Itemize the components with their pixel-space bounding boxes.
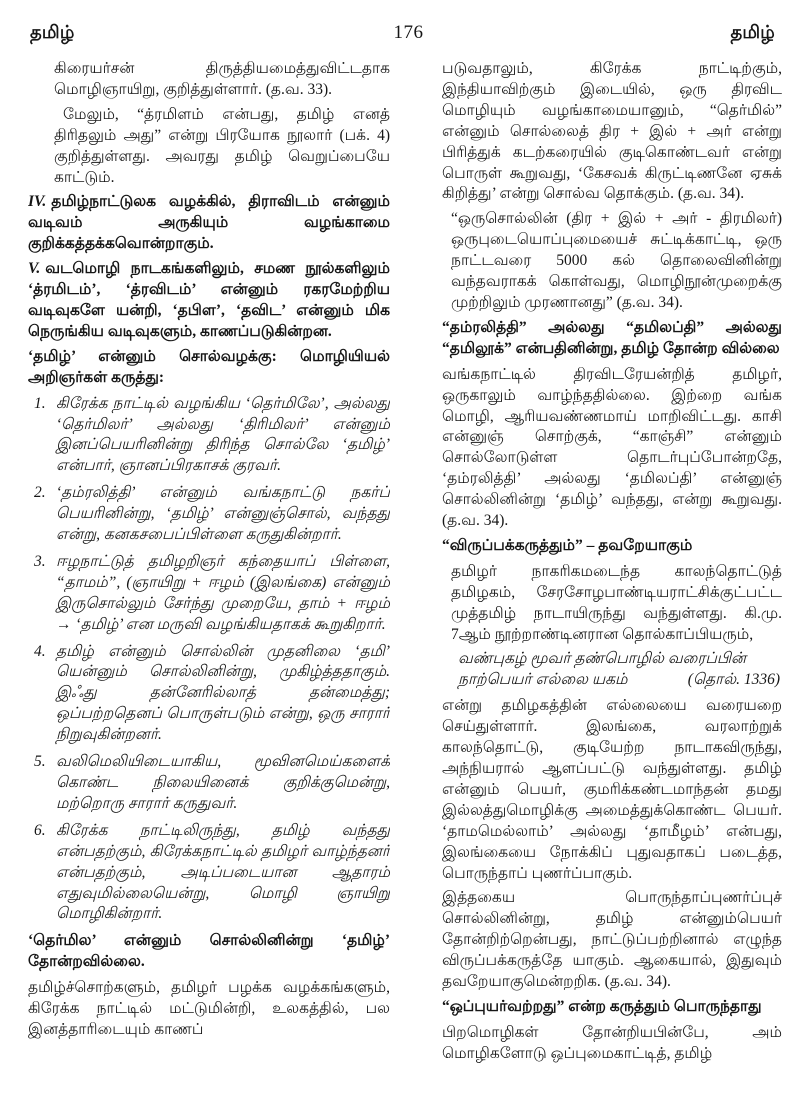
paragraph: தமிழ்ச்சொற்களும், தமிழர் பழக்க வழக்கங்களும், கிரேக்க நாட்டில் மட்டுமின்றி, உலகத்தில், பல இனத்தாரிடையும் காணப் <box>28 979 390 1038</box>
paragraph: மேலும், “த்ரமிளம் என்பது, தமிழ் எனத் திரிதலும் அது” என்று பிரயோக நூலார் (பக். 4) குறித்துள்ளது. அவரது தமிழ் வெறுப்பையே காட்டும். <box>54 105 390 186</box>
paragraph-text: வடமொழி நாடகங்களிலும், சமண நூல்களிலும் ‘த்ரமிடம்’, ‘த்ரவிடம்’ என்னும் ரகரமேற்றிய வடிவுகளே யன்றி, ‘தபிள’, ‘தவிட’ என்னும் மிக நெருங்கிய வடிவுகளும், காணப்படுகின்றன. <box>28 260 390 340</box>
page-number: 176 <box>393 22 424 43</box>
list-item <box>28 752 390 815</box>
paragraph-text: தமிழ்நாட்டுலக வழக்கில், திராவிடம் என்னும் வடிவம் அருகியும் வழங்காமை குறிக்கத்தக்கவொன்றாகும். <box>28 193 390 253</box>
verse-line: நாற்பெயர் எல்லை யகம் <box>458 671 628 689</box>
header-left-title: தமிழ் <box>30 22 75 42</box>
roman-numbered-paragraph <box>28 259 390 343</box>
section-heading: “விருப்பக்கருத்தும்” – தவறேயாகும் <box>442 536 693 554</box>
paragraph: இத்தகைய பொருந்தாப்புணர்ப்புச் சொல்லினின்று, தமிழ் என்னும்பெயர் தோன்றிற்றென்பது, நாட்டுப்பற்றினால் எழுந்த விருப்பக்கருத்தே யாகும். ஆகையால், இதுவும் தவறேயாகுமென்றறிக. (த.வ. 34). <box>442 889 782 991</box>
roman-numeral: V. <box>28 260 41 278</box>
list-item-text: கிரேக்க நாட்டில் வழங்கிய ‘தெர்மிலே’, அல்லது ‘தெர்மிலர்’ அல்லது ‘திரிமிலர்’ என்னும் இனப்பெயரினின்று திரிந்த சொல்லே ‘தமிழ்’ என்பார், ஞானப்பிரகாசக் குரவர். <box>56 394 390 475</box>
section-heading: “ஒப்புயர்வற்றது” என்ற கருத்தும் பொருந்தாது <box>442 997 762 1015</box>
list-item-text: வலிமெலியிடையாகிய, மூவினமெய்களைக் கொண்ட நிலையினைக் குறிக்குமென்று, மற்றொரு சாரார் கருதுவர். <box>56 753 390 812</box>
list-item <box>28 552 390 636</box>
paragraph: வங்கநாட்டில் திரவிடரேயன்றித் தமிழர், ஒருகாலும் வாழ்ந்ததில்லை. இற்றை வங்க மொழி, ஆரியவண்ணமாய் மாறிவிட்டது. காசி என்னுஞ் சொற்குக், “காஞ்சி” என்னும் சொல்லோடுள்ள தொடர்புப்போன்றதே, ‘தம்ரலித்தி’ அல்லது ‘தமிலப்தி’ என்னுஞ் சொல்லினின்று ‘தமிழ்’ வந்தது, என்று கூறுவது. (த.வ. 34). <box>442 365 782 530</box>
list-item-text: கிரேக்க நாட்டிலிருந்து, தமிழ் வந்தது என்பதற்கும், கிரேக்கநாட்டில் தமிழர் வாழ்ந்தனர் என்பதற்கும், அடிப்படையான ஆதாரம் எதுவுமில்லையென்று, மொழி ஞாயிறு மொழிகின்றார். <box>56 821 390 923</box>
text-columns <box>0 45 800 1069</box>
running-head <box>0 0 800 45</box>
paragraph: “ஒருசொல்லின் (திர + இல் + அர் - திரமிலர்) ஒருபுடையொப்புமையைச் சுட்டிக்காட்டி, ஒரு நாட்டவரை 5000 கல் தொலைவினின்று வந்தவராகக் கொள்வது, மொழிநூன்முறைக்கு முற்றிலும் முரணானது” (த.வ. 34). <box>451 210 782 311</box>
list-item <box>28 394 390 478</box>
verse-quote <box>458 649 782 691</box>
right-column <box>442 59 782 1069</box>
verse-citation: (தொல். 1336) <box>687 671 780 689</box>
paragraph: என்று தமிழகத்தின் எல்லையை வரையறை செய்துள்ளார். இலங்கை, வரலாற்றுக் காலந்தொட்டு, குடியேற்ற நாடாகவிருந்து, அந்நியரால் ஆளப்பட்டு வந்துள்ளது. தமிழ் என்னும் பெயர், குமரிக்கண்டமாந்தன் தமது இல்லத்துமொழிக்கு அமைத்துக்கொண்ட பெயர். ‘தாமமெல்லாம்’ அல்லது ‘தாமீழம்’ என்பது, இலங்கையை நோக்கிப் புதுவதாகப் படைத்த, பொருந்தாப் புணர்ப்பாகும். <box>442 697 782 882</box>
paragraph: தமிழர் நாகரிகமடைந்த காலந்தொட்டுத் தமிழகம், சேரசோழபாண்டியராட்சிக்குட்பட்ட முத்தமிழ் நாடாயிருந்து வந்துள்ளது. கி.மு. 7ஆம் நூற்றாண்டினரான தொல்காப்பியரும், <box>451 562 782 643</box>
list-item-number: 1. <box>34 394 46 412</box>
section-heading: “தம்ரலித்தி” அல்லது “தமிலப்தி” அல்லது “தமிலூக்” என்பதினின்று, தமிழ் தோன்ற வில்லை <box>442 318 782 357</box>
section-heading: ‘தெர்மில’ என்னும் சொல்லினின்று ‘தமிழ்’ தோன்றவில்லை. <box>28 932 390 971</box>
list-item-text: ‘தம்ரலித்தி’ என்னும் வங்கநாட்டு நகர்ப் பெயரினின்று, ‘தமிழ்’ என்னுஞ்சொல், வந்தது என்று, கனகசபைப்பிள்ளை கருதுகின்றார். <box>56 484 390 544</box>
list-item-number: 3. <box>34 552 46 570</box>
paragraph: பிறமொழிகள் தோன்றியபின்பே, அம் மொழிகளோடு ஒப்புமைகாட்டித், தமிழ் <box>442 1023 782 1062</box>
list-item <box>28 642 390 747</box>
header-right-title: தமிழ் <box>730 22 775 42</box>
list-item-number: 4. <box>34 642 46 660</box>
list-item-number: 6. <box>34 821 46 839</box>
list-item-text: ஈழநாட்டுத் தமிழறிஞர் கந்தையாப் பிள்ளை, “தாமம்”, (ஞாயிறு + ஈழம் (இலங்கை) என்னும் இருசொல்லும் சேர்ந்து முறையே, தாம் + ஈழம் → ‘தமிழ்’ என மருவி வழங்கியதாகக் கூறுகிறார். <box>56 552 390 633</box>
list-item-number: 5. <box>34 753 46 771</box>
list-item <box>28 483 390 546</box>
paragraph: படுவதாலும், கிரேக்க நாட்டிற்கும், இந்தியாவிற்கும் இடையில், ஒரு திரவிட மொழியும் வழங்காமையானும், “தெர்மில்” என்னும் சொல்லைத் திர + இல் + அர் என்று பிரித்துக் கடற்கரையில் குடிகொண்டவர் என்று பொருள் கூறுவது, ‘கேசவக் கிருட்டிணனே ஏசுக் கிறித்து’ என்று சொல்வ தொக்கும். (த.வ. 34). <box>442 60 782 203</box>
section-heading: ‘தமிழ்’ என்னும் சொல்வழக்கு: மொழியியல் அறிஞர்கள் கருத்து: <box>28 347 390 386</box>
verse-line-with-citation <box>458 670 782 691</box>
verse-line: வண்புகழ் மூவர் தண்பொழில் வரைப்பின் <box>458 650 747 668</box>
roman-numbered-paragraph <box>28 192 390 255</box>
list-item-number: 2. <box>34 484 46 502</box>
paragraph: கிரையர்சன் திருத்தியமைத்துவிட்டதாக மொழிஞாயிறு, குறித்துள்ளார். (த.வ. 33). <box>54 60 390 98</box>
list-item-text: தமிழ் என்னும் சொல்லின் முதனிலை ‘தமி’ யென்னும் சொல்லினின்று, முகிழ்த்ததாகும். இஃது தன்னேரில்லாத் தன்மைத்து; ஒப்பற்றதெனப் பொருள்படும் என்று, ஒரு சாரார் நிறுவுகின்றனர். <box>56 642 390 744</box>
list-item <box>28 821 390 926</box>
roman-numeral: IV. <box>28 193 47 211</box>
left-column <box>28 59 390 1069</box>
